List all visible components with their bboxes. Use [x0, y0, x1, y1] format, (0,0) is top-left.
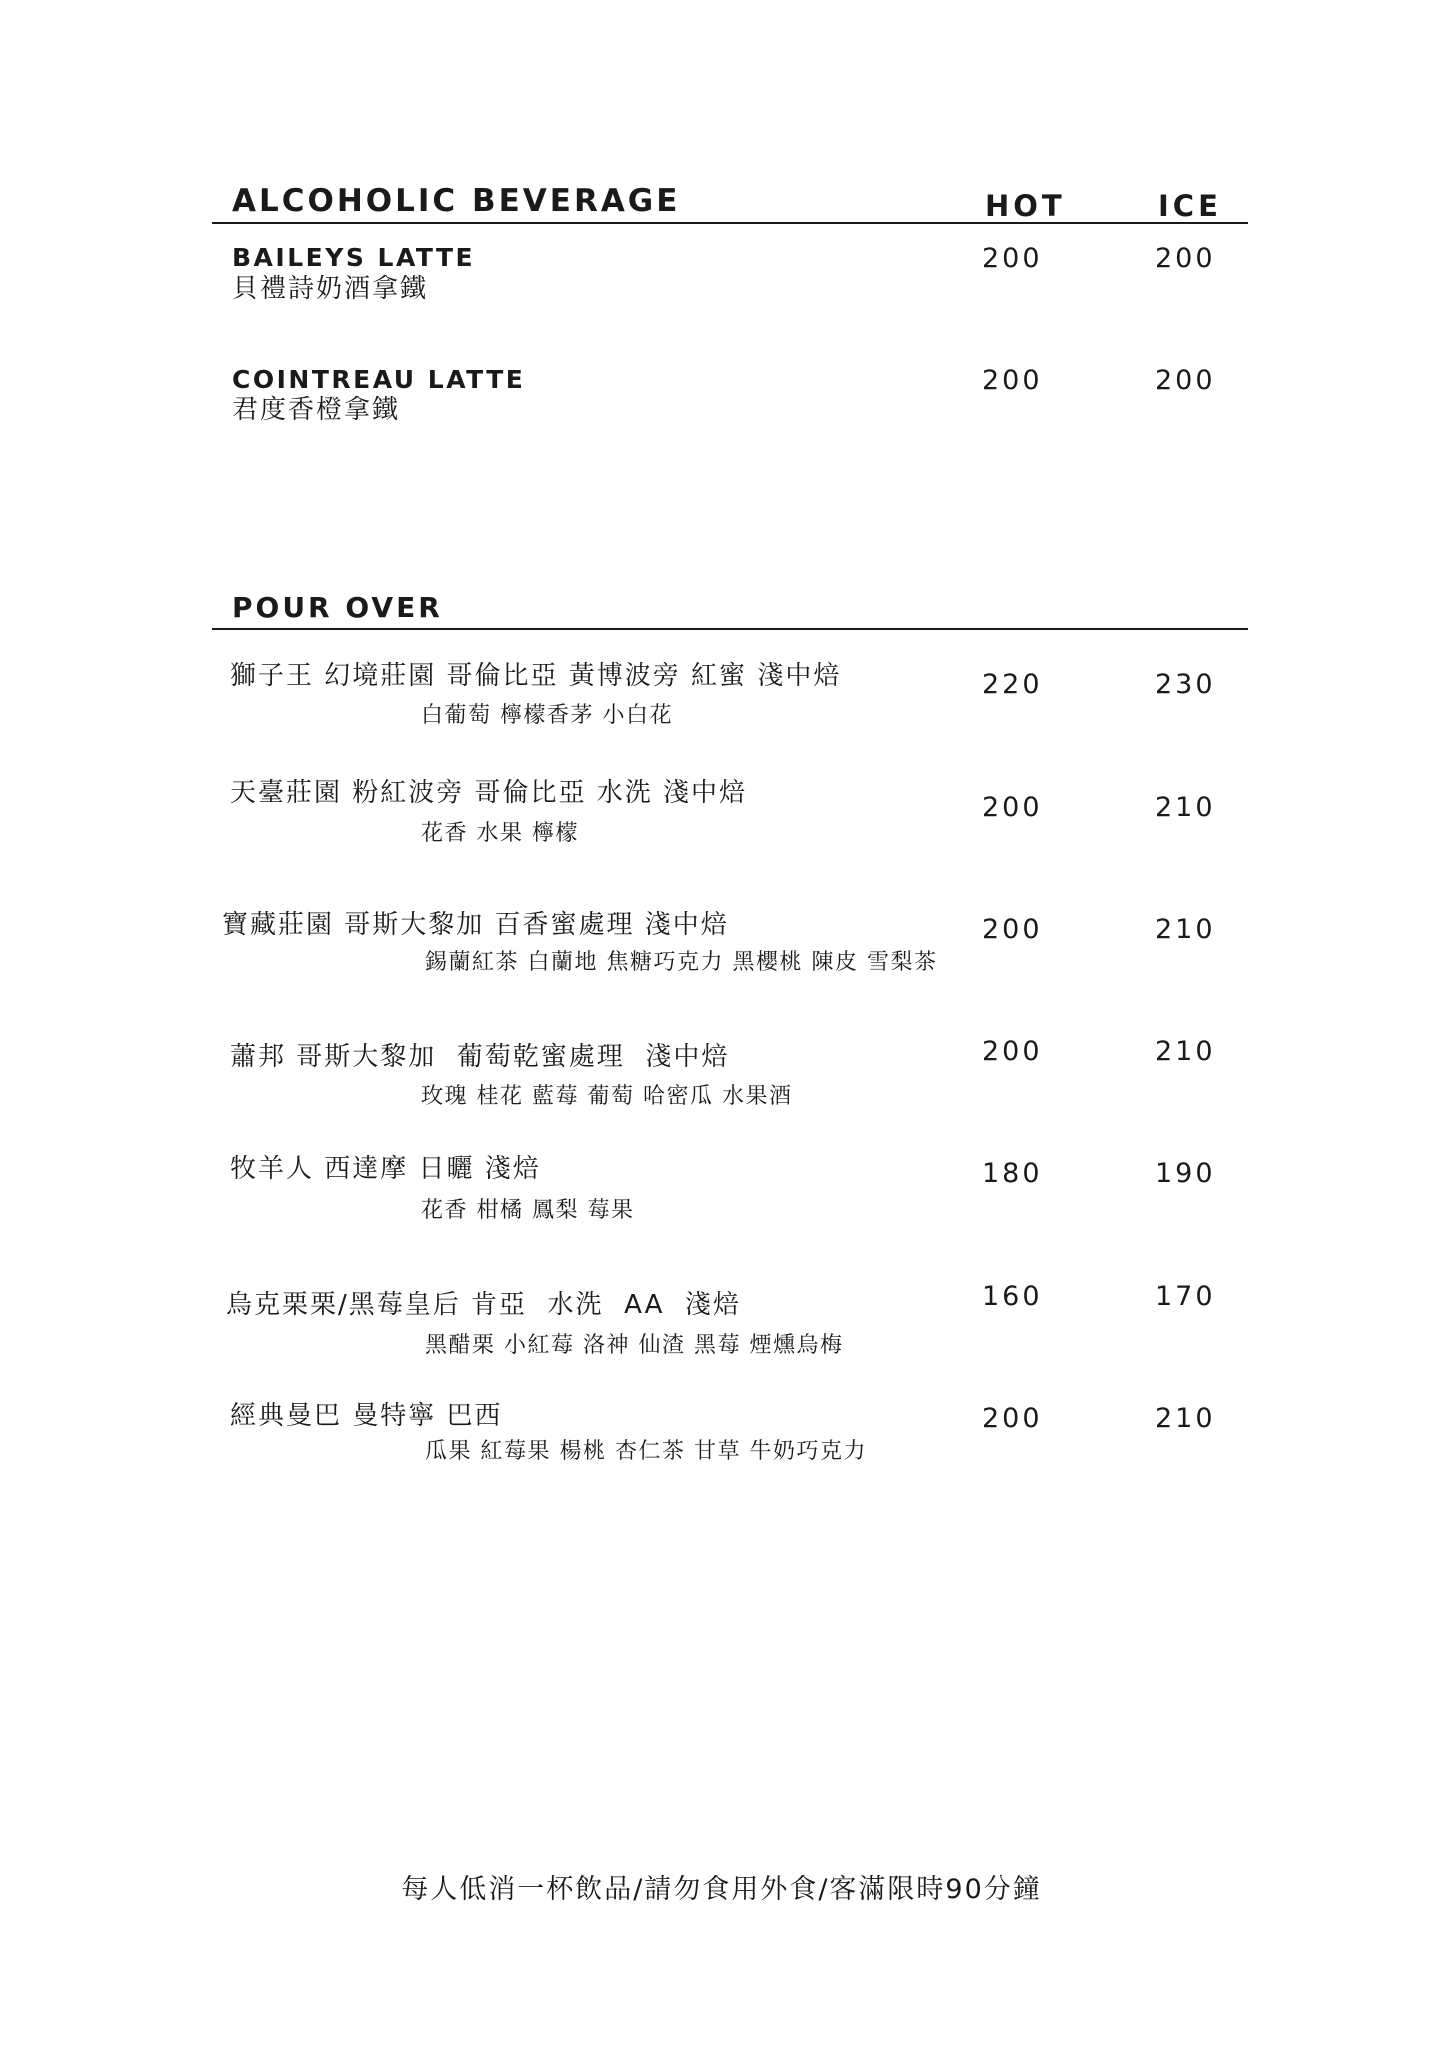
section-divider-pour-over	[212, 628, 1248, 630]
item-name-zh: 貝禮詩奶酒拿鐵	[232, 274, 429, 304]
price-ice: 230	[1155, 669, 1216, 700]
price-hot: 180	[982, 1158, 1043, 1189]
price-hot: 200	[982, 792, 1043, 823]
tasting-notes: 黑醋栗 小紅莓 洛神 仙渣 黑莓 煙燻烏梅	[425, 1333, 844, 1358]
price-ice: 210	[1155, 914, 1216, 945]
price-hot: 200	[982, 365, 1043, 396]
tasting-notes: 瓜果 紅莓果 楊桃 杏仁茶 甘草 牛奶巧克力	[425, 1439, 867, 1464]
tasting-notes: 花香 水果 檸檬	[421, 821, 579, 846]
price-ice: 200	[1155, 243, 1216, 274]
tasting-notes: 花香 柑橘 鳳梨 莓果	[421, 1198, 635, 1223]
item-name-en: COINTREAU LATTE	[232, 365, 526, 394]
price-ice: 170	[1155, 1281, 1216, 1312]
item-name: 寶藏莊園 哥斯大黎加 百香蜜處理 淺中焙	[222, 910, 729, 940]
item-name-zh: 君度香橙拿鐵	[232, 395, 401, 425]
price-hot: 160	[982, 1281, 1043, 1312]
price-ice: 210	[1155, 792, 1216, 823]
price-hot: 200	[982, 1036, 1043, 1067]
column-header-hot: HOT	[985, 189, 1066, 223]
item-name: 經典曼巴 曼特寧 巴西	[230, 1401, 503, 1431]
section-title-alcoholic: ALCOHOLIC BEVERAGE	[232, 183, 681, 219]
item-name: 烏克栗栗/黑莓皇后 肯亞 水洗 AA 淺焙	[226, 1290, 741, 1320]
section-title-pour-over: POUR OVER	[232, 591, 443, 624]
item-name: 牧羊人 西達摩 日曬 淺焙	[230, 1154, 541, 1184]
price-ice: 200	[1155, 365, 1216, 396]
item-name-en: BAILEYS LATTE	[232, 243, 476, 272]
item-name: 天臺莊園 粉紅波旁 哥倫比亞 水洗 淺中焙	[230, 778, 748, 808]
footer-policy-note: 每人低消一杯飲品/請勿食用外食/客滿限時90分鐘	[401, 1874, 1042, 1905]
item-name: 獅子王 幻境莊園 哥倫比亞 黃博波旁 紅蜜 淺中焙	[230, 661, 842, 691]
price-hot: 200	[982, 243, 1043, 274]
item-name: 蕭邦 哥斯大黎加 葡萄乾蜜處理 淺中焙	[230, 1042, 730, 1072]
price-ice: 210	[1155, 1036, 1216, 1067]
tasting-notes: 錫蘭紅茶 白蘭地 焦糖巧克力 黑櫻桃 陳皮 雪梨茶	[425, 950, 938, 975]
price-hot: 200	[982, 914, 1043, 945]
tasting-notes: 白葡萄 檸檬香茅 小白花	[421, 703, 673, 728]
price-ice: 190	[1155, 1158, 1216, 1189]
price-hot: 200	[982, 1403, 1043, 1434]
column-header-ice: ICE	[1158, 189, 1222, 223]
section-divider-alcoholic	[212, 222, 1248, 224]
price-hot: 220	[982, 669, 1043, 700]
price-ice: 210	[1155, 1403, 1216, 1434]
tasting-notes: 玫瑰 桂花 藍莓 葡萄 哈密瓜 水果酒	[421, 1084, 793, 1109]
